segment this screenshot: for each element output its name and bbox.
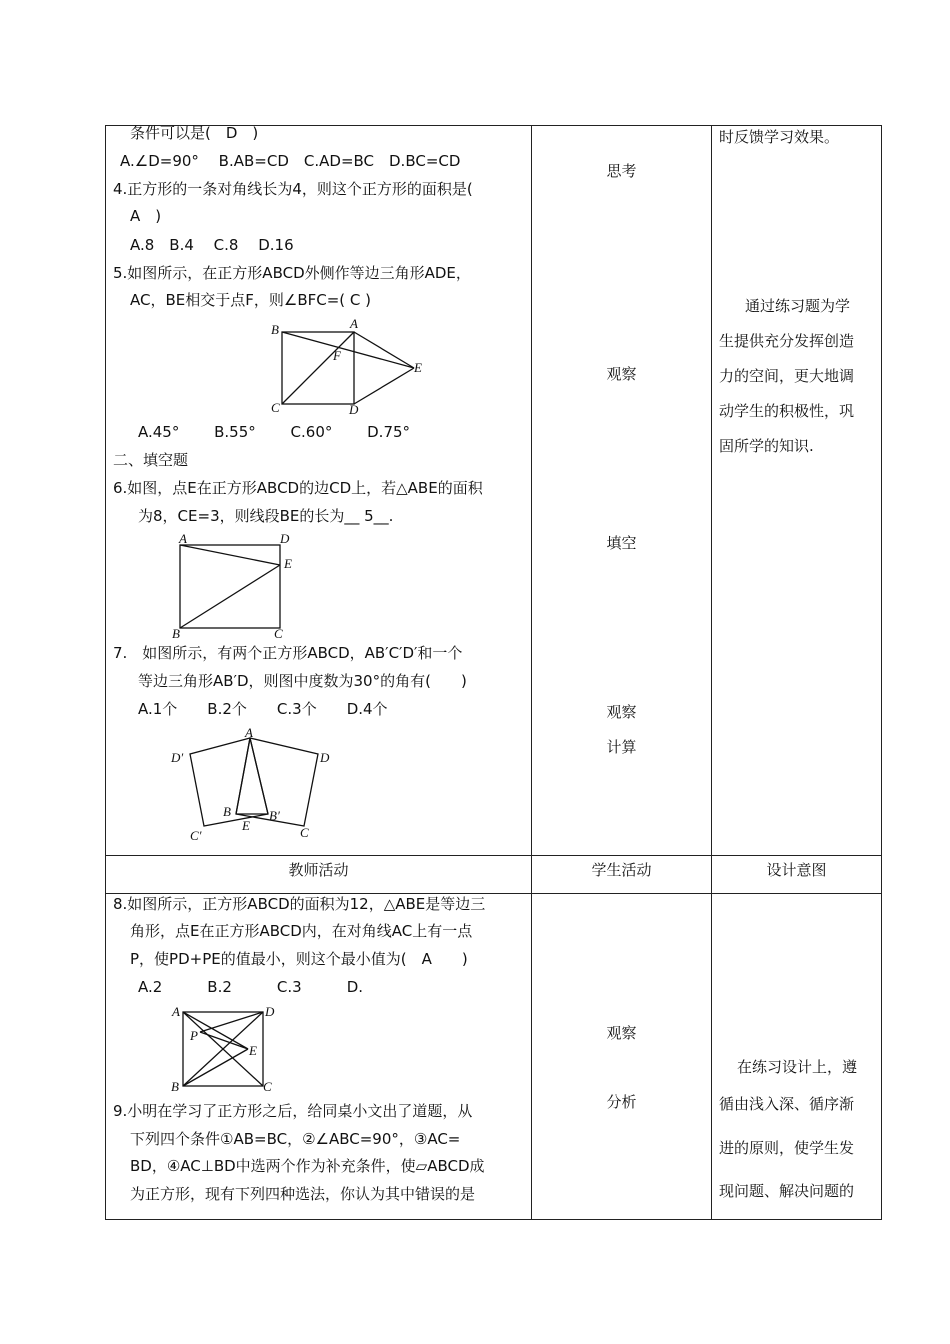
fig5-label-d: D: [349, 402, 359, 417]
header-row-top: [105, 855, 882, 856]
fig8-label-c: C: [263, 1079, 272, 1094]
figure-square-equilateral-point-p: [168, 1002, 280, 1094]
student-activity-label: 思考: [606, 162, 637, 180]
design-intent-line: 进的原则，使学生发: [719, 1139, 855, 1157]
fig8-label-p: P: [190, 1028, 198, 1043]
design-intent-line: 固所学的知识.: [719, 437, 814, 455]
figure-square-with-equilateral-triangle: [268, 316, 428, 418]
teacher-line: A.∠D=90° B.AB=CD C.AD=BC D.BC=CD: [120, 152, 461, 170]
fig7-label-d: D: [320, 750, 330, 765]
student-activity-label: 填空: [606, 534, 637, 552]
fig6-label-b: B: [172, 626, 180, 640]
fig5-label-c: C: [271, 400, 280, 415]
fig7-label-e: E: [242, 818, 250, 833]
fig5-label-a: A: [350, 316, 358, 331]
header-teacher-activity: 教师活动: [288, 861, 349, 879]
design-intent-line: 力的空间，更大地调: [719, 367, 855, 385]
teacher-line: 7. 如图所示，有两个正方形ABCD，AB′C′D′和一个: [113, 644, 463, 662]
teacher-line: 6.如图，点E在正方形ABCD的边CD上，若△ABE的面积: [113, 479, 483, 497]
student-activity-label: 观察: [606, 1024, 637, 1042]
design-intent-line: 在练习设计上，遵: [737, 1058, 858, 1076]
teacher-line: A.1个 B.2个 C.3个 D.4个: [138, 700, 388, 718]
fig5-label-b: B: [271, 322, 279, 337]
fig6-label-e: E: [284, 556, 292, 571]
header-student-activity: 学生活动: [591, 861, 652, 879]
fig7-label-b: B: [223, 804, 231, 819]
header-design-intent: 设计意图: [766, 861, 827, 879]
fig6-label-d: D: [280, 532, 290, 546]
table-border-bottom: [105, 1219, 882, 1220]
teacher-line: 角形，点E在正方形ABCD内，在对角线AC上有一点: [130, 922, 473, 940]
student-activity-label: 观察: [606, 365, 637, 383]
teacher-line: 5.如图所示，在正方形ABCD外侧作等边三角形ADE，: [113, 264, 471, 282]
teacher-line: 为正方形，现有下列四种选法，你认为其中错误的是: [130, 1185, 476, 1203]
teacher-line: P，使PD+PE的值最小，则这个最小值为( A ): [130, 950, 468, 968]
teacher-line: AC，BE相交于点F，则∠BFC=( C ): [130, 291, 371, 309]
fig6-label-c: C: [274, 626, 283, 640]
figure-two-squares-and-triangle: [168, 724, 340, 846]
fig8-label-b: B: [171, 1079, 179, 1094]
fig7-label-d-prime: D′: [171, 750, 184, 765]
design-intent-line: 通过练习题为学: [745, 297, 851, 315]
teacher-line: 等边三角形AB′D，则图中度数为30°的角有( ): [138, 672, 467, 690]
student-activity-label: 计算: [606, 738, 637, 756]
teacher-line: 为8，CE=3，则线段BE的长为__ 5__.: [138, 507, 394, 525]
figure-square-abcd-point-e: [170, 532, 300, 640]
design-intent-line: 动学生的积极性，巩: [719, 402, 855, 420]
fig8-label-d: D: [265, 1004, 275, 1019]
table-border-left: [105, 125, 106, 1220]
fig7-label-a: A: [245, 725, 253, 740]
fig8-label-a: A: [172, 1004, 180, 1019]
teacher-line: BD，④AC⊥BD中选两个作为补充条件，使▱ABCD成: [130, 1157, 485, 1175]
teacher-line: A.2 B.2 C.3 D.: [138, 978, 364, 996]
fig8-label-e: E: [249, 1043, 257, 1058]
column-divider-1: [531, 125, 532, 1220]
student-activity-label: 分析: [606, 1093, 637, 1111]
fig6-label-a: A: [179, 532, 187, 546]
fig7-label-c: C: [300, 825, 309, 840]
teacher-line: A.8 B.4 C.8 D.16: [130, 236, 294, 254]
design-intent-line: 现问题、解决问题的: [719, 1182, 855, 1200]
fig5-label-f: F: [333, 348, 341, 363]
teacher-line: 9.小明在学习了正方形之后，给同桌小文出了道题，从: [113, 1102, 473, 1120]
section-heading: 二、填空题: [113, 451, 189, 469]
teacher-line: 条件可以是( D ): [130, 124, 259, 142]
teacher-line: 下列四个条件①AB=BC，②∠ABC=90°，③AC=: [130, 1130, 461, 1148]
column-divider-2: [711, 125, 712, 1220]
teacher-line: 4.正方形的一条对角线长为4，则这个正方形的面积是(: [113, 180, 473, 198]
student-activity-label: 观察: [606, 703, 637, 721]
teacher-line: A.45° B.55° C.60° D.75°: [138, 423, 411, 441]
fig7-label-c-prime: C′: [190, 828, 202, 843]
fig7-label-b-prime: B′: [269, 808, 280, 823]
design-intent-line: 时反馈学习效果。: [719, 128, 840, 146]
fig5-label-e: E: [414, 360, 422, 375]
design-intent-line: 生提供充分发挥创造: [719, 332, 855, 350]
teacher-line: 8.如图所示，正方形ABCD的面积为12，△ABE是等边三: [113, 895, 486, 913]
table-border-right: [881, 125, 882, 1220]
teacher-line: A ): [130, 207, 162, 225]
design-intent-line: 循由浅入深、循序渐: [719, 1095, 855, 1113]
